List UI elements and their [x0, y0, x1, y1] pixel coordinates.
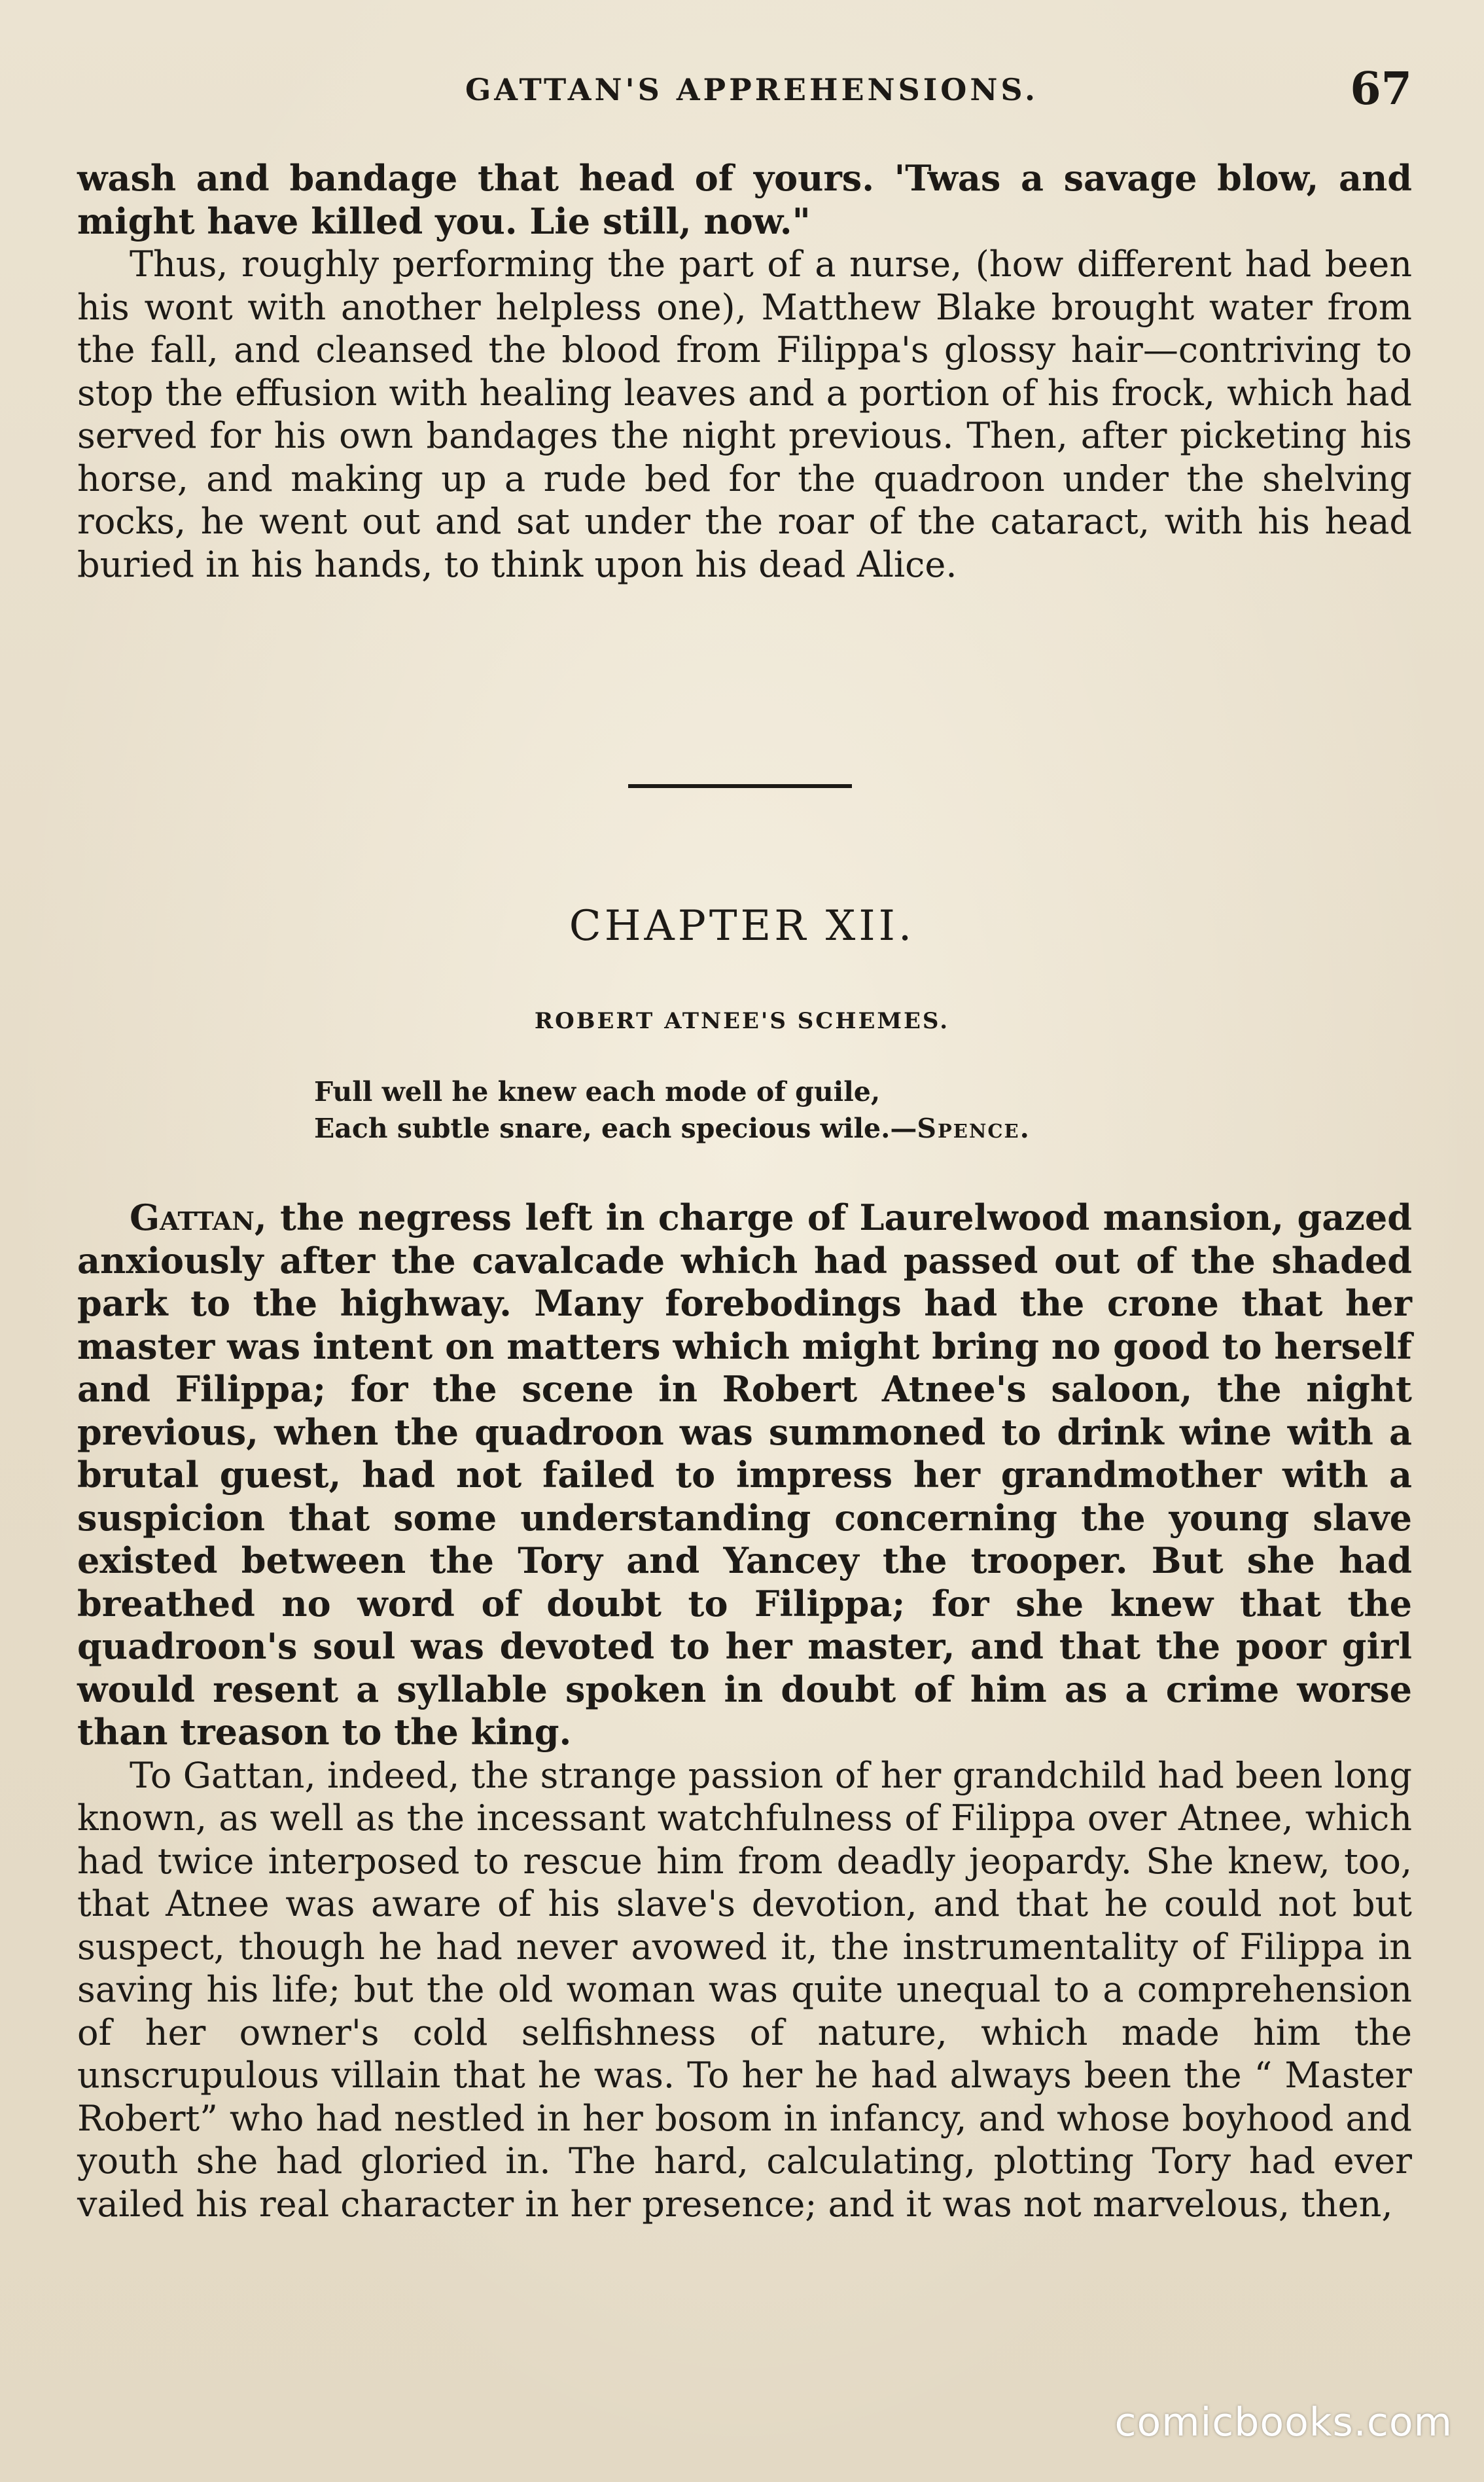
epigraph-author: Spence.: [917, 1113, 1031, 1144]
epigraph-line: Full well he knew each mode of guile,: [314, 1076, 881, 1107]
epigraph: [314, 1073, 1230, 1147]
epigraph-line-with-attribution: [314, 1110, 1230, 1147]
running-head: GATTAN'S APPREHENSIONS.: [465, 72, 1038, 107]
paragraph-text: , the negress left in charge of Laurelwood mansion, gazed anxiously after the cavalcade which had passed out of the shaded park to the highway. Many forebodings had the crone that her master was intent on matters which might bring no good to herself and Filippa; for the scene in Robert Atnee's saloon, the night previous, when the quadroon was summoned to drink wine with a brutal guest, had not failed to impress her grandmother with a suspicion that some understanding concerning the young slave existed between the Tory and Yancey the trooper. But she had breathed no word of doubt to Filippa; for she knew that the quadroon's soul was devoted to her master, and that the poor girl would resent a syllable spoken in doubt of him as a crime worse than treason to the king.: [77, 1196, 1412, 1753]
paragraph-lead-word: Gattan: [130, 1196, 255, 1238]
page-header: [92, 63, 1412, 124]
page-number: 67: [1350, 63, 1412, 115]
paragraph: [77, 1196, 1412, 1754]
section-divider: [628, 784, 852, 788]
chapter-subtitle: ROBERT ATNEE'S SCHEMES.: [534, 1008, 950, 1034]
paragraph: To Gattan, indeed, the strange passion of her grandchild had been long known, as well as the incessant watchfulness of Filippa over Atnee, which had twice interposed to rescue him from deadly jeopardy. She knew, too, that Atnee was aware of his slave's devotion, and that he could not but suspect, though he had never avowed it, the instrumentality of Filippa in saving his life; but the old woman was quite unequal to a comprehension of her owner's cold selfishness of nature, which made him the unscrupulous villain that he was. To her he had always been the “ Master Robert” who had nestled in her bosom in infancy, and whose boyhood and youth she had gloried in. The hard, calculating, plotting Tory had ever vailed his real character in her presence; and it was not marvelous, then,: [77, 1754, 1412, 2225]
watermark: comicbooks.com: [1114, 2400, 1453, 2445]
paragraph: wash and bandage that head of yours. 'Twas a savage blow, and might have killed you. Lie still, now.": [77, 157, 1412, 242]
epigraph-line: Each subtle snare, each specious wile.—: [314, 1113, 917, 1144]
chapter-title: CHAPTER XII.: [569, 902, 915, 950]
paragraph: Thus, roughly performing the part of a nurse, (how different had been his wont with another helpless one), Matthew Blake brought water from the fall, and cleansed the blood from Filippa's glossy hair—contriving to stop the effusion with healing leaves and a portion of his frock, which had served for his own bandages the night previous. Then, after picketing his horse, and making up a rude bed for the quadroon under the shelving rocks, he went out and sat under the roar of the cataract, with his head buried in his hands, to think upon his dead Alice.: [77, 243, 1412, 585]
chapter-body: [77, 1196, 1412, 2225]
previous-chapter-text: [77, 157, 1412, 586]
